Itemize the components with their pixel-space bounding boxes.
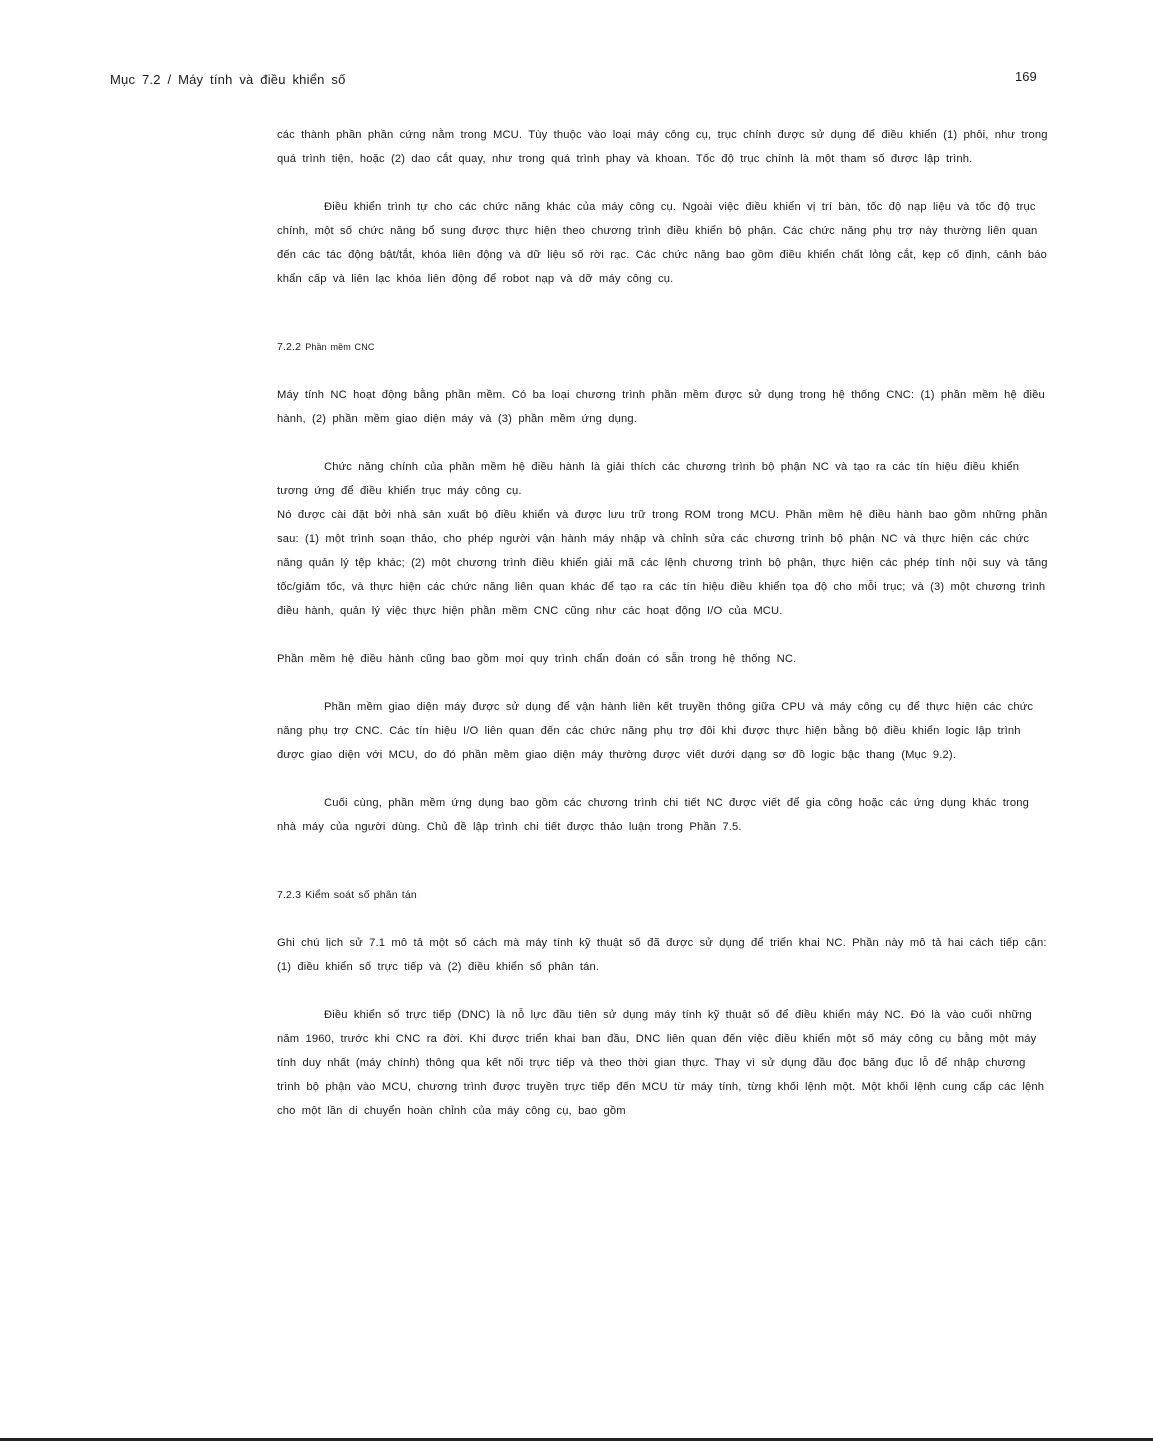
paragraph: Điều khiển trình tự cho các chức năng khác của máy công cụ. Ngoài việc điều khiển vị trí bàn, tốc độ nạp liệu và tốc độ trục chính, một số chức năng bổ sung được thực hiện theo chương trình điều khiển bộ phận. Các chức năng phụ trợ này thường liên quan đến các tác động bật/tắt, khóa liên động và dữ liệu số rời rạc. Các chức năng bao gồm điều khiển chất lỏng cắt, kẹp cố định, cảnh báo khẩn cấp và liên lạc khóa liên động để robot nạp và dỡ máy công cụ. [277,201,1047,285]
body-text [277,123,1049,1123]
paragraph: Máy tính NC hoạt động bằng phần mềm. Có ba loại chương trình phần mềm được sử dụng trong hệ thống CNC: (1) phần mềm hệ điều hành, (2) phần mềm giao diện máy và (3) phần mềm ứng dụng. [277,389,1045,425]
section-title: Phần mềm CNC [305,342,375,352]
page-number: 169 [1015,69,1037,84]
paragraph: Ghi chú lịch sử 7.1 mô tả một số cách mà máy tính kỹ thuật số đã được sử dụng để triển khai NC. Phần này mô tả hai cách tiếp cận: (1) điều khiển số trực tiếp và (2) điều khiển số phân tán. [277,937,1047,973]
section-number: 7.2.3 [277,889,302,901]
section-number: 7.2.2 [277,341,302,353]
paragraph: các thành phần phần cứng nằm trong MCU. Tùy thuộc vào loại máy công cụ, trục chính được sử dụng để điều khiển (1) phôi, như trong quá trình tiện, hoặc (2) dao cắt quay, như trong quá trình phay và khoan. Tốc độ trục chính là một tham số được lập trình. [277,129,1048,165]
section-heading [277,335,1049,359]
paragraph: Phần mềm giao diện máy được sử dụng để vận hành liên kết truyền thông giữa CPU và máy công cụ để thực hiện các chức năng phụ trợ CNC. Các tín hiệu I/O liên quan đến các chức năng phụ trợ đôi khi được thực hiện bằng bộ điều khiển logic lập trình được giao diện với MCU, do đó phần mềm giao diện máy thường được viết dưới dạng sơ đồ logic bậc thang (Mục 9.2). [277,701,1034,761]
paragraph: Cuối cùng, phần mềm ứng dụng bao gồm các chương trình chi tiết NC được viết để gia công hoặc các ứng dụng khác trong nhà máy của người dùng. Chủ đề lập trình chi tiết được thảo luận trong Phần 7.5. [277,797,1029,833]
section-title: Kiểm soát số phân tán [305,889,417,901]
paragraph: Chức năng chính của phần mềm hệ điều hành là giải thích các chương trình bộ phận NC và tạo ra các tín hiệu điều khiển tương ứng để điều khiển trục máy công cụ. [277,461,1020,497]
paragraph: Điều khiển số trực tiếp (DNC) là nỗ lực đầu tiên sử dụng máy tính kỹ thuật số để điều khiển máy NC. Đó là vào cuối những năm 1960, trước khi CNC ra đời. Khi được triển khai ban đầu, DNC liên quan đến việc điều khiển một số máy công cụ bằng một máy tính duy nhất (máy chính) thông qua kết nối trực tiếp và theo thời gian thực. Thay vì sử dụng đầu đọc băng đục lỗ để nhập chương trình bộ phận vào MCU, chương trình được truyền trực tiếp đến MCU từ máy tính, từng khối lệnh một. Một khối lệnh cung cấp các lệnh cho một lần di chuyển hoàn chỉnh của máy công cụ, bao gồm [277,1009,1045,1117]
running-header-section: Mục 7.2 / Máy tính và điều khiển số [110,72,346,87]
paragraph: Nó được cài đặt bởi nhà sản xuất bộ điều khiển và được lưu trữ trong ROM trong MCU. Phần mềm hệ điều hành bao gồm những phần sau: (1) một trình soạn thảo, cho phép người vận hành máy nhập và chỉnh sửa các chương trình bộ phận NC và thực hiện các chức năng quản lý tệp khác; (2) một chương trình điều khiển giải mã các lệnh chương trình bộ phận, thực hiện các phép tính nội suy và tăng tốc/giảm tốc, và thực hiện các chức năng liên quan khác để tạo ra các tín hiệu điều khiển tọa độ cho mỗi trục; và (3) một chương trình điều hành, quản lý việc thực hiện phần mềm CNC cũng như các hoạt động I/O của MCU. [277,509,1048,617]
section-heading [277,883,1049,907]
paragraph: Phần mềm hệ điều hành cũng bao gồm mọi quy trình chẩn đoán có sẵn trong hệ thống NC. [277,653,797,665]
